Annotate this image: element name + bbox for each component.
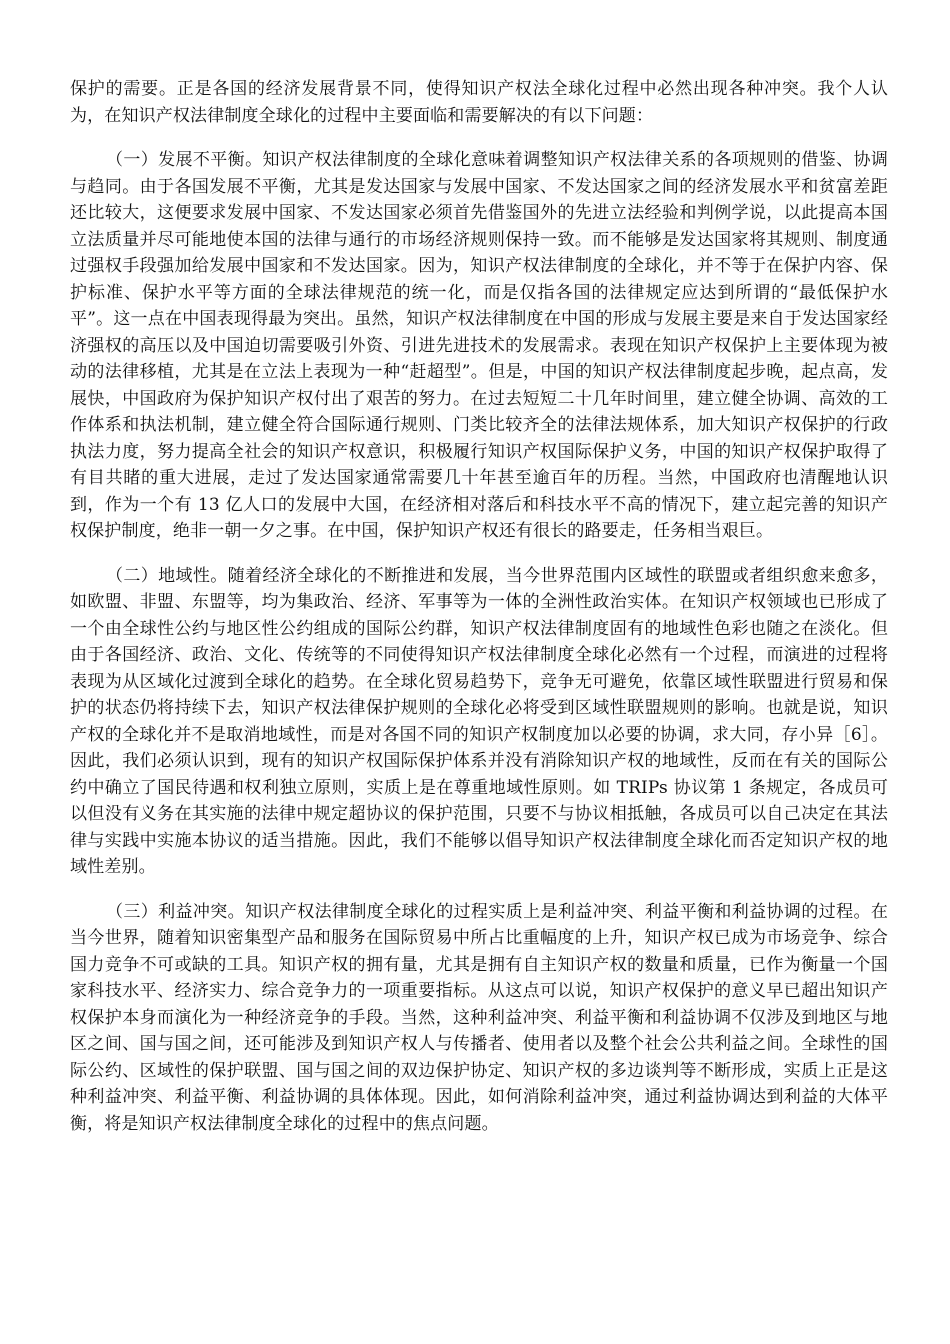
intro-paragraph: 保护的需要。正是各国的经济发展背景不同，使得知识产权法全球化过程中必然出现各种冲突。我个人认为，在知识产权法律制度全球化的过程中主要面临和需要解决的有以下问题： bbox=[70, 79, 888, 126]
section-territoriality: （二）地域性。随着经济全球化的不断推进和发展，当今世界范围内区域性的联盟或者组织愈来愈多，如欧盟、非盟、东盟等，均为集政治、经济、军事等为一体的全洲性政治实体。在知识产权领域也已形成了一个由全球性公约与地区性公约组成的国际公约群，知识产权法律制度固有的地域性色彩也随之在淡化。但由于各国经济、政治、文化、传统等的不同使得知识产权法律制度全球化必然有一个过程，而演进的过程将表现为从区域化过渡到全球化的趋势。在全球化贸易趋势下，竞争无可避免，依靠区域性联盟进行贸易和保护的状态仍将持续下去，知识产权法律保护规则的全球化必将受到区域性联盟规则的影响。也就是说，知识产权的全球化并不是取消地域性，而是对各国不同的知识产权制度加以必要的协调，求大同，存小异［6］。因此，我们必须认识到，现有的知识产权国际保护体系并没有消除知识产权的地域性，反而在有关的国际公约中确立了国民待遇和权利独立原则，实质上是在尊重地域性原则。如 TRIPs 协议第 1 条规定，各成员可以但没有义务在其实施的法律中规定超协议的保护范围，只要不与协议相抵触，各成员可以自己决定在其法律与实践中实施本协议的适当措施。因此，我们不能够以倡导知识产权法律制度全球化而否定知识产权的地域性差别。 bbox=[70, 565, 888, 877]
document-page bbox=[70, 76, 888, 1137]
section-development-imbalance: （一）发展不平衡。知识产权法律制度的全球化意味着调整知识产权法律关系的各项规则的借鉴、协调与趋同。由于各国发展不平衡，尤其是发达国家与发展中国家、不发达国家之间的经济发展水平和贫富差距还比较大，这便要求发展中国家、不发达国家必须首先借鉴国外的先进立法经验和判例学说，以此提高本国立法质量并尽可能地使本国的法律与通行的市场经济规则保持一致。而不能够是发达国家将其规则、制度通过强权手段强加给发展中国家和不发达国家。因为，知识产权法律制度的全球化，并不等于在保护内容、保护标准、保护水平等方面的全球法律规范的统一化，而是仅指各国的法律规定应达到所谓的“最低保护水平”。这一点在中国表现得最为突出。虽然，知识产权法律制度在中国的形成与发展主要是来自于发达国家经济强权的高压以及中国迫切需要吸引外资、引进先进技术的发展需求。表现在知识产权保护上主要体现为被动的法律移植，尤其是在立法上表现为一种“赶超型”。但是，中国的知识产权法律制度起步晚，起点高，发展快，中国政府为保护知识产权付出了艰苦的努力。在过去短短二十几年时间里，建立健全协调、高效的工作体系和执法机制，建立健全符合国际通行规则、门类比较齐全的法律法规体系，加大知识产权保护的行政执法力度，努力提高全社会的知识产权意识，积极履行知识产权国际保护义务，中国的知识产权保护取得了有目共睹的重大进展，走过了发达国家通常需要几十年甚至逾百年的历程。当然，中国政府也清醒地认识到，作为一个有 13 亿人口的发展中大国，在经济相对落后和科技水平不高的情况下，建立起完善的知识产权保护制度，绝非一朝一夕之事。在中国，保护知识产权还有很长的路要走，任务相当艰巨。 bbox=[70, 150, 888, 541]
section-interest-conflict: （三）利益冲突。知识产权法律制度全球化的过程实质上是利益冲突、利益平衡和利益协调的过程。在当今世界，随着知识密集型产品和服务在国际贸易中所占比重幅度的上升，知识产权已成为市场竞争、综合国力竞争不可或缺的工具。知识产权的拥有量，尤其是拥有自主知识产权的数量和质量，已作为衡量一个国家科技水平、经济实力、综合竞争力的一项重要指标。从这点可以说，知识产权保护的意义早已超出知识产权保护本身而演化为一种经济竞争的手段。当然，这种利益冲突、利益平衡和利益协调不仅涉及到地区与地区之间、国与国之间，还可能涉及到知识产权人与传播者、使用者以及整个社会公共利益之间。全球性的国际公约、区域性的保护联盟、国与国之间的双边保护协定、知识产权的多边谈判等不断形成，实质上正是这种利益冲突、利益平衡、利益协调的具体体现。因此，如何消除利益冲突，通过利益协调达到利益的大体平衡，将是知识产权法律制度全球化的过程中的焦点问题。 bbox=[70, 901, 888, 1134]
paragraph-gap bbox=[70, 545, 888, 563]
paragraph-gap bbox=[70, 881, 888, 899]
paragraph-gap bbox=[70, 129, 888, 147]
